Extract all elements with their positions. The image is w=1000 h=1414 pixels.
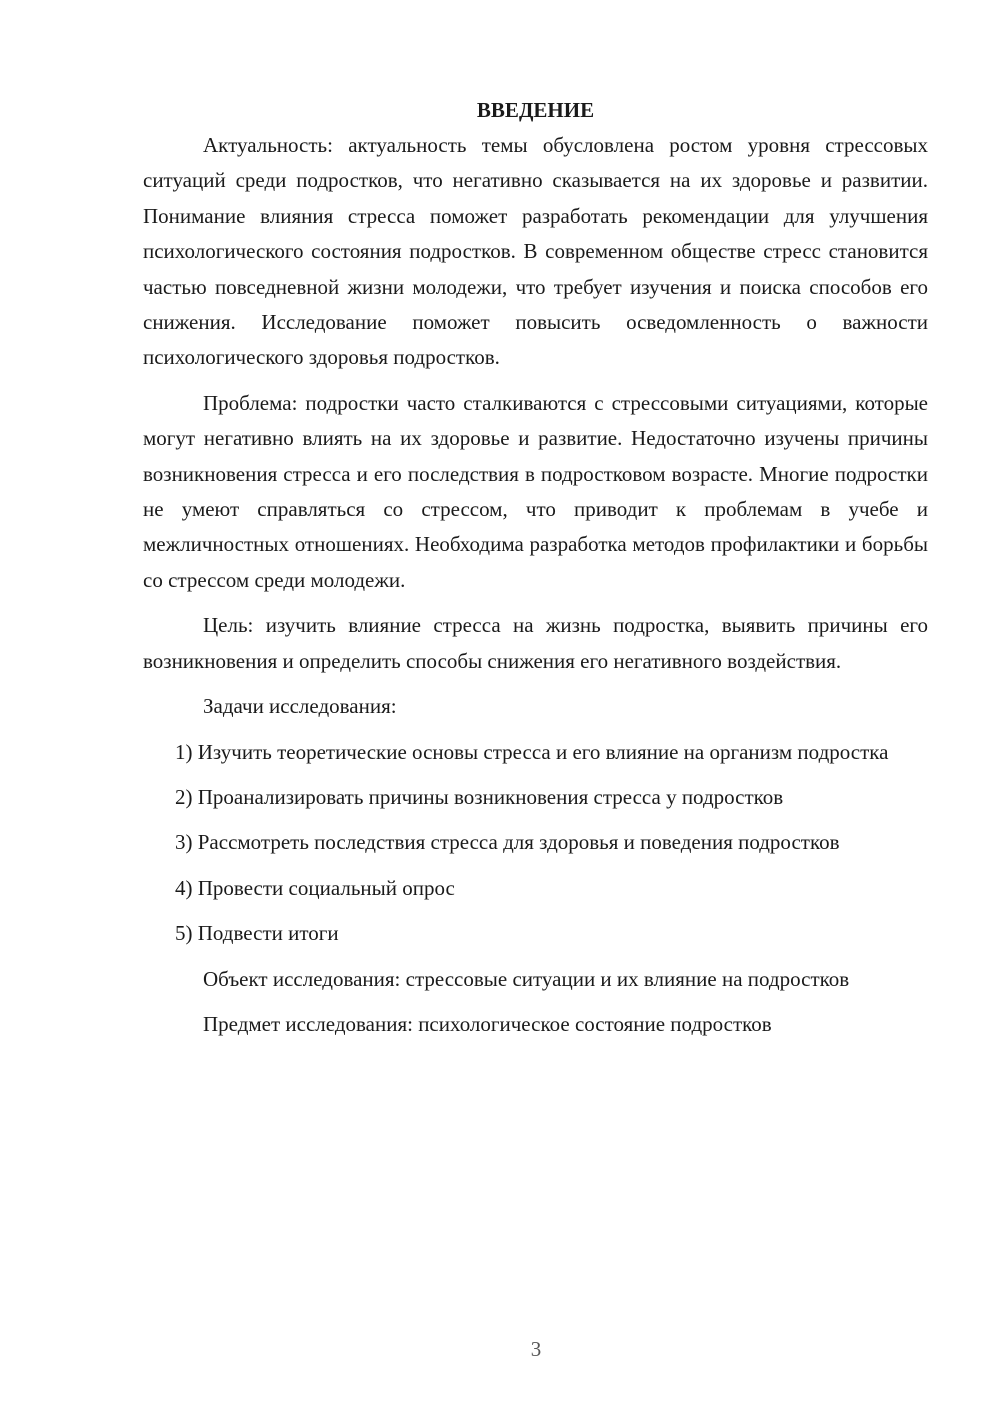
page-title: ВВЕДЕНИЕ bbox=[476, 98, 595, 122]
paragraph-relevance: Актуальность: актуальность темы обусловлена ростом уровня стрессовых ситуаций среди подростков, что негативно сказывается на их здоровье и развитии. Понимание влияния стресса поможет разработать рекомендации для улучшения психологического состояния подростков. В современном обществе стресс становится частью повседневной жизни молодежи, что требует изучения и поиска способов его снижения. Исследование поможет повысить осведомленность о важности психологического здоровья подростков. bbox=[143, 133, 928, 370]
task-item: 1) Изучить теоретические основы стресса и его влияние на организм подростка bbox=[175, 739, 889, 764]
tasks-title: Задачи исследования: bbox=[203, 694, 397, 719]
task-item: 5) Подвести итоги bbox=[175, 921, 339, 946]
task-item: 2) Проанализировать причины возникновения стресса у подростков bbox=[175, 784, 784, 809]
paragraph-problem: Проблема: подростки часто сталкиваются с стрессовыми ситуациями, которые могут негативно влиять на их здоровье и развитие. Недостаточно изучены причины возникновения стресса и его последствия в подростковом возрасте. Многие подростки не умеют справляться со стрессом, что приводит к проблемам в учебе и межличностных отношениях. Необходима разработка методов профилактики и борьбы со стрессом среди молодежи. bbox=[143, 390, 928, 592]
paragraph-object: Объект исследования: стрессовые ситуации и их влияние на подростков bbox=[203, 966, 850, 991]
paragraph-goal: Цель: изучить влияние стресса на жизнь подростка, выявить причины его возникновения и определить способы снижения его негативного воздействия. bbox=[143, 613, 928, 673]
page-number: 3 bbox=[530, 1337, 542, 1361]
document-page bbox=[143, 92, 928, 1052]
task-item: 4) Провести социальный опрос bbox=[175, 875, 455, 900]
task-item: 3) Рассмотреть последствия стресса для здоровья и поведения подростков bbox=[175, 830, 840, 855]
paragraph-subject: Предмет исследования: психологическое состояние подростков bbox=[203, 1011, 772, 1036]
